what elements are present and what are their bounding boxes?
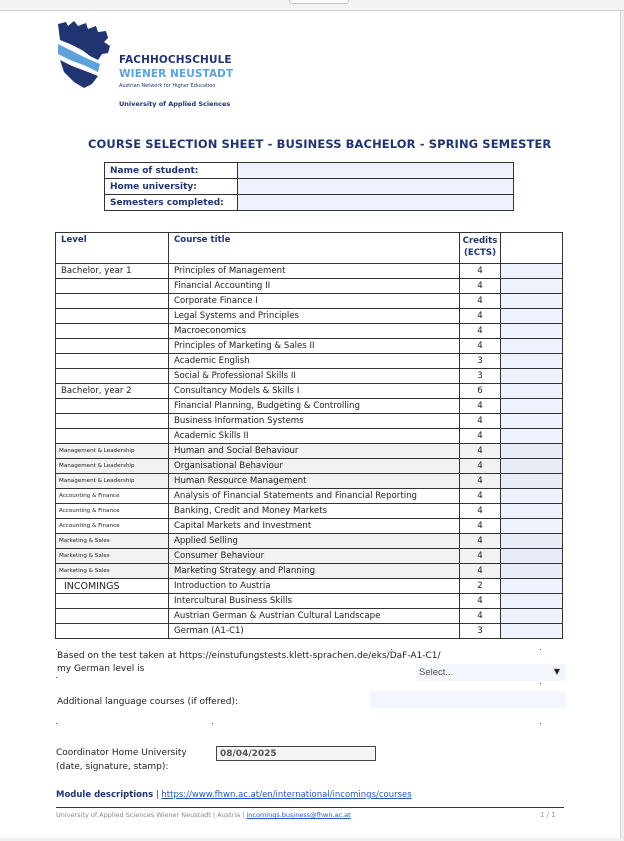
course-selection-field[interactable] <box>501 489 563 504</box>
course-title: Financial Accounting II <box>169 279 460 294</box>
course-row <box>56 489 563 504</box>
course-selection-field[interactable] <box>501 294 563 309</box>
course-level <box>56 369 169 384</box>
course-title: Human and Social Behaviour <box>169 444 460 459</box>
course-row <box>56 474 563 489</box>
course-credits: 4 <box>460 324 501 339</box>
name-of-student-label: Name of student: <box>105 163 238 179</box>
course-level: Marketing & Sales <box>56 534 169 549</box>
course-selection-field[interactable] <box>501 459 563 474</box>
form-field-marker <box>540 723 541 724</box>
additional-courses-label: Additional language courses (if offered): <box>57 697 239 707</box>
course-row <box>56 294 563 309</box>
course-row <box>56 354 563 369</box>
student-info-row <box>105 195 514 211</box>
course-row <box>56 339 563 354</box>
course-credits: 4 <box>460 309 501 324</box>
course-title: Banking, Credit and Money Markets <box>169 504 460 519</box>
course-title: Organisational Behaviour <box>169 459 460 474</box>
course-credits: 4 <box>460 414 501 429</box>
course-selection-field[interactable] <box>501 279 563 294</box>
course-credits: 4 <box>460 534 501 549</box>
additional-courses-field[interactable] <box>370 691 566 708</box>
footer-divider <box>56 807 564 808</box>
form-field-marker <box>56 677 57 678</box>
course-level <box>56 354 169 369</box>
course-selection-field[interactable] <box>501 474 563 489</box>
student-info-row <box>105 179 514 195</box>
course-row <box>56 324 563 339</box>
course-level: Management & Leadership <box>56 459 169 474</box>
course-title: Introduction to Austria <box>169 579 460 594</box>
course-row <box>56 309 563 324</box>
course-credits: 4 <box>460 519 501 534</box>
course-level: Accounting & Finance <box>56 504 169 519</box>
course-selection-field[interactable] <box>501 594 563 609</box>
selection-header <box>501 233 563 264</box>
course-row <box>56 429 563 444</box>
course-selection-field[interactable] <box>501 429 563 444</box>
course-level <box>56 279 169 294</box>
course-credits: 4 <box>460 504 501 519</box>
course-credits: 4 <box>460 489 501 504</box>
course-credits: 4 <box>460 429 501 444</box>
course-row <box>56 369 563 384</box>
chevron-down-icon[interactable]: ▼ <box>553 667 560 676</box>
course-row <box>56 414 563 429</box>
course-title-header: Course title <box>169 233 460 264</box>
course-table <box>55 232 563 639</box>
page-number: 1 / 1 <box>540 811 556 819</box>
brand-name-line1: FACHHOCHSCHULE <box>119 54 232 66</box>
course-level <box>56 309 169 324</box>
module-descriptions-label: Module descriptions <box>56 790 154 800</box>
course-level <box>56 294 169 309</box>
course-row <box>56 384 563 399</box>
course-credits: 4 <box>460 549 501 564</box>
separator: | <box>155 790 159 800</box>
coordinator-label-line1: Coordinator Home University <box>56 748 187 758</box>
brand-name-line2: WIENER NEUSTADT <box>119 68 234 80</box>
home-university-field[interactable] <box>238 179 514 195</box>
course-selection-field[interactable] <box>501 384 563 399</box>
viewer-toolbar <box>0 0 624 11</box>
course-title: Principles of Marketing & Sales II <box>169 339 460 354</box>
credits-header <box>460 233 501 264</box>
course-title: Principles of Management <box>169 264 460 279</box>
coordinator-date-field[interactable]: 08/04/2025 <box>216 746 376 761</box>
course-credits: 6 <box>460 384 501 399</box>
german-test-text: Based on the test taken at https://einstufungstests.klett-sprachen.de/eks/DaF-A1-C1/ <box>57 651 441 661</box>
course-row <box>56 579 563 594</box>
course-credits: 4 <box>460 444 501 459</box>
form-field-marker <box>391 649 392 650</box>
course-level <box>56 624 169 639</box>
credits-header-line2: (ECTS) <box>463 248 497 258</box>
course-level: Accounting & Finance <box>56 489 169 504</box>
module-descriptions <box>56 790 412 800</box>
course-level <box>56 324 169 339</box>
course-level <box>56 399 169 414</box>
course-level: Bachelor, year 1 <box>56 264 169 279</box>
semesters-completed-label: Semesters completed: <box>105 195 238 211</box>
course-title: Analysis of Financial Statements and Financial Reporting <box>169 489 460 504</box>
form-field-marker <box>540 683 541 684</box>
brand-tagline: Austrian Network for Higher Education <box>119 83 216 89</box>
course-title: German (A1-C1) <box>169 624 460 639</box>
course-title: Academic English <box>169 354 460 369</box>
document-page <box>0 11 621 838</box>
german-level-select[interactable] <box>416 664 566 681</box>
level-header: Level <box>56 233 169 264</box>
course-selection-field[interactable] <box>501 579 563 594</box>
course-title: Consumer Behaviour <box>169 549 460 564</box>
course-selection-field[interactable] <box>501 609 563 624</box>
course-selection-field[interactable] <box>501 324 563 339</box>
course-title: Austrian German & Austrian Cultural Landscape <box>169 609 460 624</box>
student-info-row <box>105 163 514 179</box>
course-title: Financial Planning, Budgeting & Controlling <box>169 399 460 414</box>
course-row <box>56 519 563 534</box>
course-row <box>56 279 563 294</box>
course-title: Business Information Systems <box>169 414 460 429</box>
course-credits: 4 <box>460 399 501 414</box>
student-info-table <box>104 162 514 211</box>
course-row <box>56 504 563 519</box>
course-level: INCOMINGS <box>56 579 169 594</box>
course-level: Bachelor, year 2 <box>56 384 169 399</box>
course-row <box>56 399 563 414</box>
course-title: Marketing Strategy and Planning <box>169 564 460 579</box>
course-row <box>56 444 563 459</box>
course-credits: 2 <box>460 579 501 594</box>
course-credits: 4 <box>460 474 501 489</box>
toolbar-tab[interactable] <box>289 0 349 4</box>
course-selection-field[interactable] <box>501 369 563 384</box>
form-field-marker <box>540 649 541 650</box>
course-selection-field[interactable] <box>501 564 563 579</box>
course-credits: 4 <box>460 264 501 279</box>
course-row <box>56 264 563 279</box>
course-selection-field[interactable] <box>501 354 563 369</box>
course-selection-field[interactable] <box>501 549 563 564</box>
course-credits: 3 <box>460 369 501 384</box>
course-selection-field[interactable] <box>501 399 563 414</box>
course-level: Management & Leadership <box>56 444 169 459</box>
course-credits: 4 <box>460 294 501 309</box>
footer <box>56 811 351 819</box>
brand-subtitle: University of Applied Sciences <box>119 100 231 108</box>
course-title: Corporate Finance I <box>169 294 460 309</box>
course-credits: 4 <box>460 594 501 609</box>
german-level-label: my German level is <box>57 664 145 674</box>
course-level: Marketing & Sales <box>56 564 169 579</box>
course-title: Human Resource Management <box>169 474 460 489</box>
home-university-label: Home university: <box>105 179 238 195</box>
semesters-completed-field[interactable] <box>238 195 514 211</box>
course-credits: 4 <box>460 459 501 474</box>
course-row <box>56 609 563 624</box>
module-descriptions-link[interactable]: https://www.fhwn.ac.at/en/international/incomings/courses <box>161 790 412 800</box>
form-field-marker <box>212 723 213 724</box>
course-title: Capital Markets and Investment <box>169 519 460 534</box>
footer-email-link[interactable]: incomings.business@fhwn.ac.at <box>246 811 351 819</box>
german-level-select-value: Select... <box>419 667 454 678</box>
course-selection-field[interactable] <box>501 624 563 639</box>
course-title: Macroeconomics <box>169 324 460 339</box>
page-title: COURSE SELECTION SHEET - BUSINESS BACHELOR - SPRING SEMESTER <box>88 137 552 151</box>
form-field-marker <box>56 649 57 650</box>
course-level <box>56 414 169 429</box>
course-level: Management & Leadership <box>56 474 169 489</box>
course-row <box>56 549 563 564</box>
course-title: Legal Systems and Principles <box>169 309 460 324</box>
coordinator-label-line2: (date, signature, stamp): <box>56 762 169 772</box>
fhwn-shield-logo-icon <box>56 20 116 92</box>
course-title: Academic Skills II <box>169 429 460 444</box>
course-level <box>56 429 169 444</box>
form-field-marker <box>56 723 57 724</box>
course-title: Intercultural Business Skills <box>169 594 460 609</box>
course-selection-field[interactable] <box>501 414 563 429</box>
course-title: Consultancy Models & Skills I <box>169 384 460 399</box>
footer-text: University of Applied Sciences Wiener Neustadt | Austria | <box>56 811 245 819</box>
course-row <box>56 534 563 549</box>
name-of-student-field[interactable] <box>238 163 514 179</box>
course-selection-field[interactable] <box>501 339 563 354</box>
course-credits: 3 <box>460 624 501 639</box>
course-level <box>56 594 169 609</box>
course-credits: 4 <box>460 279 501 294</box>
course-level: Marketing & Sales <box>56 549 169 564</box>
course-level <box>56 339 169 354</box>
course-credits: 4 <box>460 609 501 624</box>
course-selection-field[interactable] <box>501 519 563 534</box>
course-credits: 4 <box>460 339 501 354</box>
credits-header-line1: Credits <box>462 236 498 246</box>
course-title: Social & Professional Skills II <box>169 369 460 384</box>
course-row <box>56 594 563 609</box>
course-level: Accounting & Finance <box>56 519 169 534</box>
course-credits: 4 <box>460 564 501 579</box>
course-row <box>56 624 563 639</box>
course-selection-field[interactable] <box>501 264 563 279</box>
course-level <box>56 609 169 624</box>
course-credits: 3 <box>460 354 501 369</box>
course-title: Applied Selling <box>169 534 460 549</box>
course-row <box>56 459 563 474</box>
course-row <box>56 564 563 579</box>
course-selection-field[interactable] <box>501 534 563 549</box>
course-selection-field[interactable] <box>501 444 563 459</box>
course-selection-field[interactable] <box>501 309 563 324</box>
course-selection-field[interactable] <box>501 504 563 519</box>
course-table-header <box>56 233 563 264</box>
